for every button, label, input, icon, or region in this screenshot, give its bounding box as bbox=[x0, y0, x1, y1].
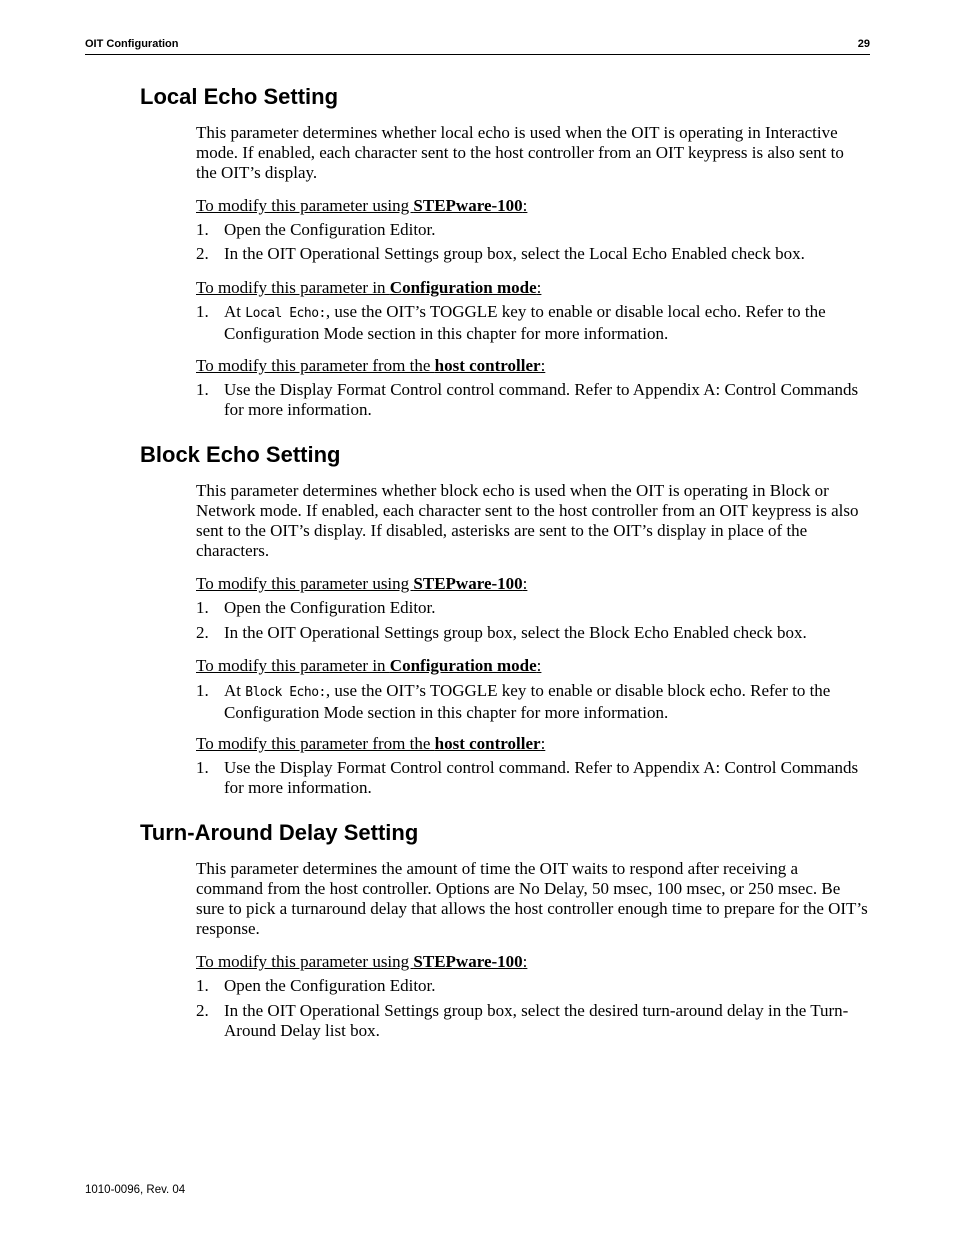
list-item: 1. Open the Configuration Editor. bbox=[196, 976, 436, 995]
local-echo-config-label: To modify this parameter in Configuration mode: bbox=[196, 278, 542, 297]
page-header bbox=[85, 38, 870, 55]
turn-around-stepware-label: To modify this parameter using STEPware-100: bbox=[196, 952, 528, 971]
section-title-turn-around-delay: Turn-Around Delay Setting bbox=[140, 820, 419, 845]
section-title-block-echo: Block Echo Setting bbox=[140, 442, 341, 467]
page-footer: 1010-0096, Rev. 04 bbox=[85, 1184, 186, 1196]
block-echo-intro: This parameter determines whether block echo is used when the OIT is operating in Block or Network mode. If enabled, each character sent to the host controller from an OIT keypress is also sent to the OIT’s display. If disabled, asterisks are sent to the OIT’s display in place of the characters. bbox=[196, 481, 859, 560]
lcd-prompt-local-echo: Local Echo: bbox=[245, 306, 326, 321]
turn-around-delay-intro: This parameter determines the amount of time the OIT waits to respond after receiving a command from the host controller. Options are No Delay, 50 msec, 100 msec, or 250 msec. Be sure to pick a turnaround delay that allows the host controller enough time to prepare for the OIT’s response. bbox=[196, 859, 868, 938]
block-echo-config-label: To modify this parameter in Configuration mode: bbox=[196, 656, 542, 675]
list-item: 1. At Local Echo:, use the OIT’s TOGGLE key to enable or disable local echo. Refer to the Configuration Mode section in this chapter for more information. bbox=[196, 302, 826, 343]
section-title-local-echo: Local Echo Setting bbox=[140, 84, 339, 109]
local-echo-stepware-label: To modify this parameter using STEPware-100: bbox=[196, 196, 528, 215]
local-echo-host-label: To modify this parameter from the host controller: bbox=[196, 356, 546, 375]
list-item: 1. Open the Configuration Editor. bbox=[196, 598, 436, 617]
list-item: 1. Open the Configuration Editor. bbox=[196, 220, 436, 239]
header-section-title: OIT Configuration bbox=[85, 38, 179, 50]
local-echo-intro: This parameter determines whether local echo is used when the OIT is operating in Interactive mode. If enabled, each character sent to the host controller from an OIT keypress is also sent to the OIT’s display. bbox=[196, 123, 844, 182]
lcd-prompt-block-echo: Block Echo: bbox=[245, 685, 326, 700]
header-page-number: 29 bbox=[857, 38, 870, 50]
block-echo-host-label: To modify this parameter from the host controller: bbox=[196, 734, 546, 753]
list-item: 1. Use the Display Format Control control command. Refer to Appendix A: Control Commands for more information. bbox=[196, 758, 859, 797]
list-item: 2. In the OIT Operational Settings group box, select the Block Echo Enabled check box. bbox=[196, 623, 807, 642]
list-item: 1. Use the Display Format Control control command. Refer to Appendix A: Control Commands for more information. bbox=[196, 380, 859, 419]
list-item: 2. In the OIT Operational Settings group box, select the desired turn-around delay in the Turn-Around Delay list box. bbox=[196, 1001, 849, 1040]
block-echo-stepware-label: To modify this parameter using STEPware-100: bbox=[196, 574, 528, 593]
list-item: 1. At Block Echo:, use the OIT’s TOGGLE key to enable or disable block echo. Refer to the Configuration Mode section in this chapter for more information. bbox=[196, 681, 831, 722]
list-item: 2. In the OIT Operational Settings group box, select the Local Echo Enabled check box. bbox=[196, 244, 805, 263]
